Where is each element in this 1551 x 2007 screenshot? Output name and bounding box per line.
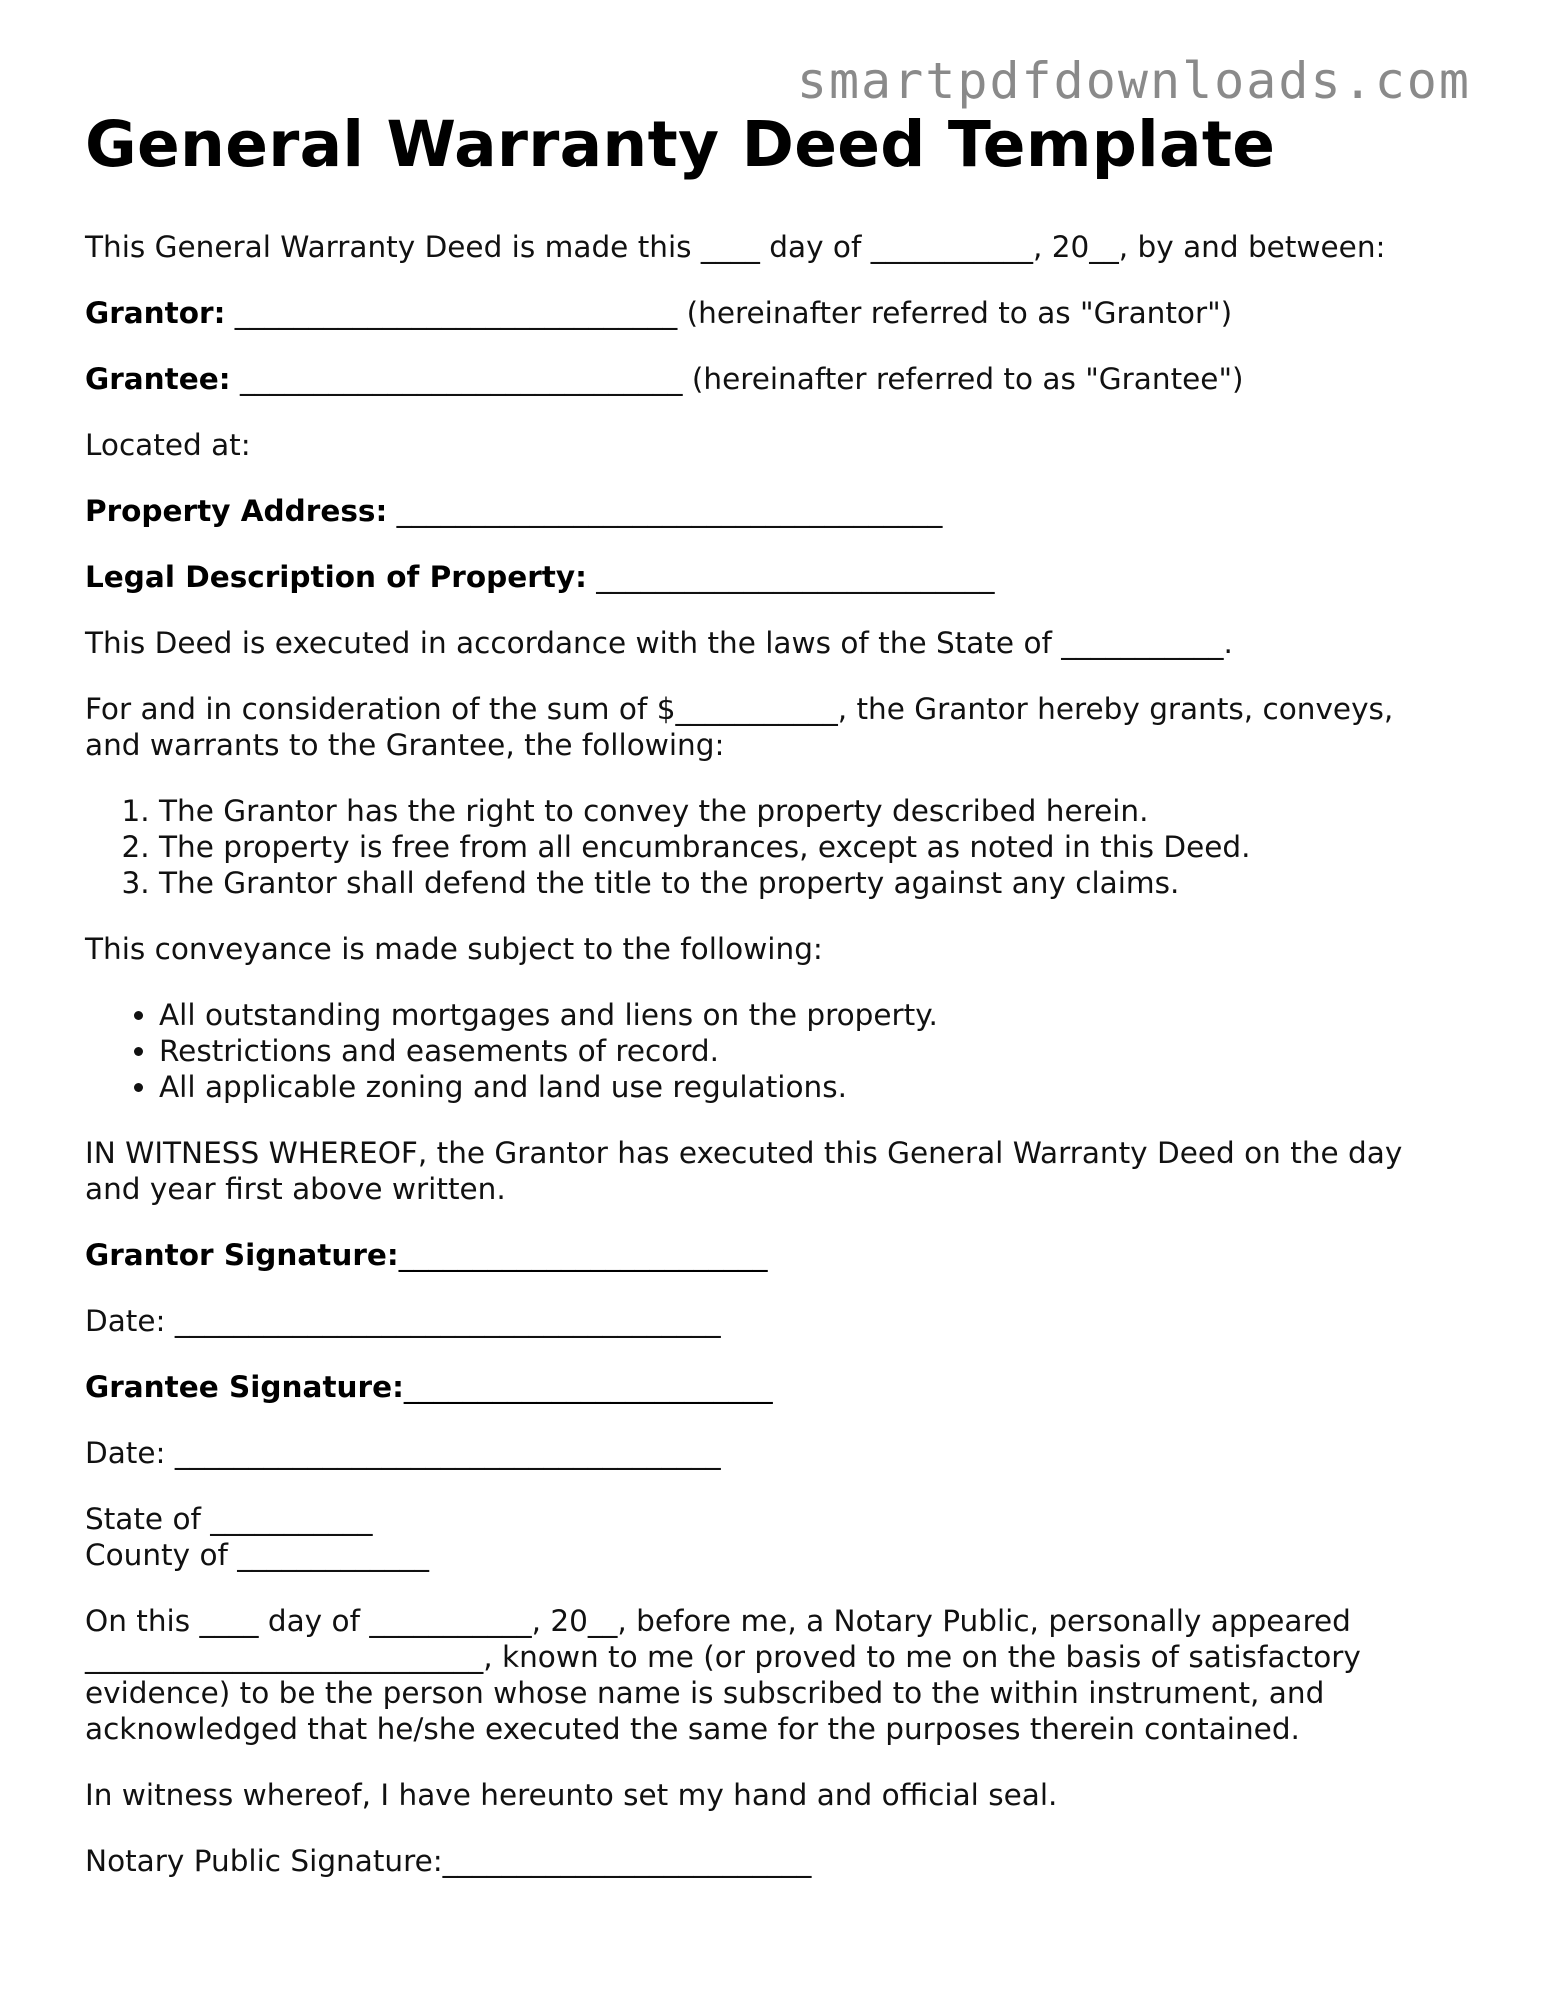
- list-item: 1. The Grantor has the right to convey the property described herein.: [159, 793, 1465, 829]
- subject-list: [85, 997, 1465, 1105]
- legal-description-blank: ___________________________: [596, 560, 995, 594]
- property-address-line: [85, 493, 1465, 529]
- legal-description-line: [85, 559, 1465, 595]
- grantee-blank: ______________________________: [239, 362, 683, 396]
- grantor-suffix: (hereinafter referred to as "Grantor"): [686, 296, 1233, 330]
- list-item: • All outstanding mortgages and liens on the property.: [159, 997, 1465, 1033]
- county-of-line: County of _____________: [85, 1538, 430, 1572]
- property-address-label: Property Address:: [85, 494, 388, 528]
- grantor-signature-blank: _________________________: [398, 1238, 768, 1272]
- watermark: smartpdfdownloads.com: [796, 52, 1471, 110]
- grantee-signature-blank: _________________________: [403, 1370, 773, 1404]
- grantor-line: [85, 295, 1465, 331]
- page-title: General Warranty Deed Template: [85, 108, 1276, 181]
- legal-description-label: Legal Description of Property:: [85, 560, 587, 594]
- notary-witness-line: In witness whereof, I have hereunto set my hand and official seal.: [85, 1778, 1058, 1812]
- list-item: 3. The Grantor shall defend the title to the property against any claims.: [159, 865, 1465, 901]
- intro-line: This General Warranty Deed is made this ____ day of ___________, 20__, by and between:: [85, 230, 1386, 264]
- witness-clause: IN WITNESS WHEREOF, the Grantor has executed this General Warranty Deed on the day and year first above written.: [85, 1136, 1403, 1206]
- notary-paragraph: On this ____ day of ___________, 20__, before me, a Notary Public, personally appeared ___________________________, known to me (or proved to me on the basis of satisfactory evidence) to be the person whose name is subscribed to the within instrument, and acknowledged that he/she executed the same for the purposes therein contained.: [85, 1604, 1361, 1746]
- venue-block: [85, 1501, 1465, 1573]
- grantee-suffix: (hereinafter referred to as "Grantee"): [691, 362, 1244, 396]
- state-law-line: This Deed is executed in accordance with the laws of the State of ___________.: [85, 626, 1233, 660]
- grantor-signature-line: [85, 1237, 1465, 1273]
- grantor-blank: ______________________________: [234, 296, 678, 330]
- grantee-signature-label: Grantee Signature:: [85, 1370, 404, 1404]
- notary-signature-line: Notary Public Signature:_________________________: [85, 1844, 812, 1878]
- property-address-blank: _____________________________________: [396, 494, 943, 528]
- warranty-list: [85, 793, 1465, 901]
- subject-intro: This conveyance is made subject to the following:: [85, 932, 823, 966]
- grantee-label: Grantee:: [85, 362, 231, 396]
- document-body: [85, 105, 1465, 1909]
- grantee-signature-line: [85, 1369, 1465, 1405]
- grantor-label: Grantor:: [85, 296, 226, 330]
- grantor-signature-label: Grantor Signature:: [85, 1238, 399, 1272]
- list-item: 2. The property is free from all encumbrances, except as noted in this Deed.: [159, 829, 1465, 865]
- state-of-line: State of ___________: [85, 1502, 373, 1536]
- located-at: Located at:: [85, 428, 251, 462]
- list-item: • Restrictions and easements of record.: [159, 1033, 1465, 1069]
- grantee-date-line: Date: _____________________________________: [85, 1436, 721, 1470]
- list-item: • All applicable zoning and land use regulations.: [159, 1069, 1465, 1105]
- grantee-line: [85, 361, 1465, 397]
- grantor-date-line: Date: _____________________________________: [85, 1304, 721, 1338]
- consideration-paragraph: For and in consideration of the sum of $___________, the Grantor hereby grants, conveys, and warrants to the Grantee, the following:: [85, 692, 1394, 762]
